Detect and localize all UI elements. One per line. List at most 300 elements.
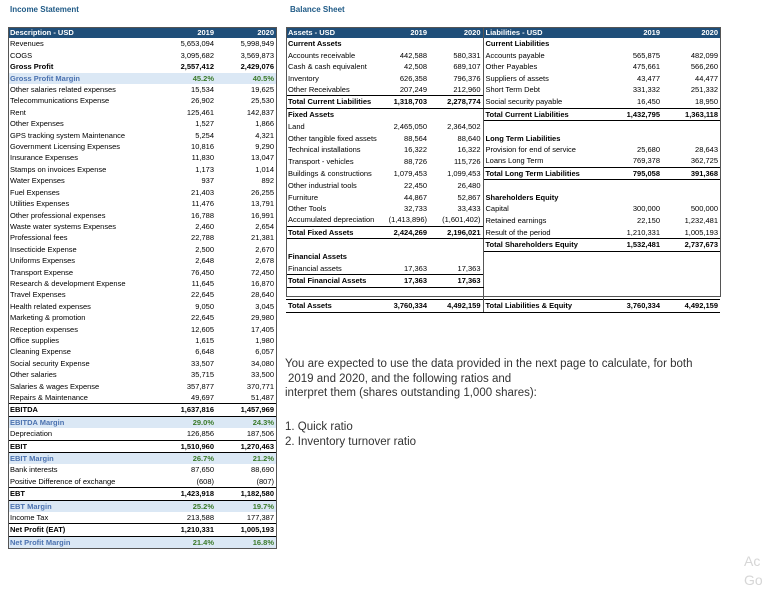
- liability-value-2019: 16,450: [637, 97, 660, 107]
- liability-value-2019: 3,760,334: [602, 300, 662, 312]
- income-value-2020: 370,771: [246, 381, 274, 391]
- liability-label: Social security payable: [485, 97, 563, 107]
- income-value-2020: 3,045: [255, 301, 274, 311]
- liability-value-2019: [602, 180, 662, 192]
- balance-row: [286, 155, 720, 167]
- income-row: [8, 524, 276, 536]
- asset-label: Accumulated depreciation: [288, 215, 375, 225]
- income-value-2020: 142,837: [246, 107, 274, 117]
- watermark-line-2: Go: [744, 572, 763, 588]
- liability-value-2020: 391,368: [662, 167, 720, 179]
- liability-label: Suppliers of assets: [485, 73, 549, 83]
- income-value-2019: 25.2%: [156, 500, 216, 512]
- income-row-label: Telecommunications Expense: [10, 96, 110, 106]
- income-value-2020: 1,182,580: [216, 488, 276, 500]
- income-value-2019: 2,557,412: [180, 62, 214, 72]
- income-value-2020: 21,381: [251, 233, 274, 243]
- income-row: [8, 440, 276, 452]
- asset-label: Financial Assets: [288, 252, 347, 262]
- asset-value-2020: 2,364,502: [429, 121, 483, 133]
- asset-value-2020: [429, 251, 483, 263]
- liability-value-2020: 2,737,673: [662, 239, 720, 251]
- income-row: [8, 95, 276, 106]
- income-row: [8, 198, 276, 209]
- balance-row: [286, 84, 720, 96]
- income-value-2020: 1,270,463: [216, 440, 276, 452]
- liability-value-2020: 44,477: [695, 73, 718, 83]
- income-row: [8, 301, 276, 312]
- balance-row: [286, 226, 720, 238]
- liability-value-2020: [662, 251, 720, 263]
- income-value-2019: 2,460: [195, 221, 214, 231]
- income-value-2019: 6,648: [195, 347, 214, 357]
- asset-label: Total Current Liabilities: [286, 96, 378, 108]
- income-value-2020: 24.3%: [216, 416, 276, 428]
- income-row: [8, 107, 276, 118]
- income-value-2019: 45.2%: [156, 73, 216, 84]
- liability-label: Capital: [485, 204, 509, 214]
- asset-value-2019: [378, 251, 429, 263]
- income-row-label: Office supplies: [10, 335, 60, 345]
- income-value-2019: 1,423,918: [156, 488, 216, 500]
- asset-value-2019: 207,249: [399, 85, 427, 95]
- income-value-2019: 26.7%: [156, 453, 216, 465]
- income-value-2019: 21.4%: [156, 536, 216, 548]
- income-value-2020: 19.7%: [216, 500, 276, 512]
- balance-row: [286, 38, 720, 49]
- asset-value-2020: [429, 239, 483, 251]
- income-row: [8, 416, 276, 428]
- ratio-item-inventory-turnover: 2. Inventory turnover ratio: [285, 435, 417, 448]
- income-value-2020: 34,080: [251, 358, 274, 368]
- income-row-label: Rent: [10, 107, 26, 117]
- balance-row: [286, 275, 720, 287]
- liability-value-2020: 482,099: [690, 50, 718, 60]
- liability-label: Short Term Debt: [485, 85, 540, 95]
- income-row: [8, 289, 276, 300]
- income-row-label: Cleaning Expense: [10, 347, 71, 357]
- asset-value-2020: 2,196,021: [429, 226, 483, 238]
- income-value-2020: 187,506: [246, 429, 274, 439]
- income-value-2020: 28,640: [251, 290, 274, 300]
- income-row-label: Professional fees: [10, 233, 68, 243]
- income-value-2020: 1,014: [255, 164, 274, 174]
- liability-value-2020: [662, 287, 720, 299]
- income-value-2020: 16,991: [251, 210, 274, 220]
- income-value-2019: 21,403: [191, 187, 214, 197]
- asset-value-2020: 2,278,774: [429, 96, 483, 108]
- income-row: [8, 278, 276, 289]
- asset-value-2019: 42,508: [404, 62, 427, 72]
- liability-label: Current Liabilities: [485, 39, 550, 49]
- income-statement-title: Income Statement: [10, 5, 79, 14]
- income-row-label: COGS: [10, 50, 33, 60]
- asset-label: Other Tools: [288, 204, 327, 214]
- assets-header-cell: 2020: [429, 27, 483, 38]
- asset-value-2019: 44,867: [404, 192, 427, 202]
- asset-value-2020: 33,433: [429, 203, 483, 214]
- liability-label: [483, 275, 602, 287]
- income-row-label: Research & development Expense: [10, 278, 126, 288]
- asset-label: Furniture: [288, 192, 319, 202]
- income-value-2019: 3,095,682: [180, 50, 214, 60]
- balance-header-row: [286, 27, 720, 38]
- income-value-2019: 5,653,094: [180, 39, 214, 49]
- ratio-list: [285, 420, 416, 449]
- asset-label: Total Assets: [286, 300, 378, 312]
- income-value-2019: 11,476: [191, 199, 214, 209]
- asset-value-2019: 17,363: [378, 275, 429, 287]
- balance-sheet-table: [286, 27, 720, 313]
- asset-value-2019: 32,733: [404, 204, 427, 214]
- asset-value-2019: [378, 287, 429, 299]
- asset-value-2020: 26,480: [429, 180, 483, 192]
- asset-label: Land: [288, 121, 305, 131]
- income-row: [8, 255, 276, 266]
- income-value-2020: 40.5%: [216, 73, 276, 84]
- liability-label: Shareholders Equity: [485, 192, 559, 202]
- liability-value-2019: [602, 133, 662, 144]
- liability-value-2019: [602, 38, 662, 49]
- income-row: [8, 346, 276, 357]
- asset-label: Technical installations: [288, 145, 361, 155]
- income-value-2019: 22,645: [191, 290, 214, 300]
- income-row-label: EBT: [8, 488, 156, 500]
- income-row-label: Positive Difference of exchange: [10, 476, 116, 486]
- income-value-2020: 88,690: [251, 465, 274, 475]
- income-statement-table: [8, 27, 276, 548]
- income-row: [8, 38, 276, 49]
- income-header-cell: Description - USD: [8, 27, 156, 38]
- liability-value-2019: [602, 263, 662, 275]
- asset-value-2019: (1,413,896): [388, 215, 427, 225]
- assets-header-cell: 2019: [378, 27, 429, 38]
- asset-value-2020: 796,376: [429, 73, 483, 84]
- liability-label: Provision for end of service: [485, 145, 576, 155]
- asset-value-2020: 689,107: [429, 61, 483, 72]
- income-row-label: Utilities Expenses: [10, 199, 70, 209]
- asset-label: Total Fixed Assets: [286, 226, 378, 238]
- asset-value-2019: 1,318,703: [378, 96, 429, 108]
- asset-value-2019: [378, 108, 429, 120]
- asset-value-2020: [429, 287, 483, 299]
- liability-value-2020: 500,000: [690, 204, 718, 214]
- income-value-2020: 33,500: [251, 370, 274, 380]
- income-row-label: Uniforms Expenses: [10, 256, 76, 266]
- asset-value-2020: [429, 108, 483, 120]
- income-row: [8, 187, 276, 198]
- income-row: [8, 267, 276, 278]
- income-row-label: Revenues: [10, 39, 44, 49]
- asset-value-2020: 17,363: [429, 263, 483, 275]
- income-value-2019: 22,645: [191, 313, 214, 323]
- income-value-2020: 1,980: [255, 335, 274, 345]
- liability-value-2019: [602, 287, 662, 299]
- asset-label: [286, 239, 378, 251]
- income-value-2020: 2,670: [255, 244, 274, 254]
- income-value-2020: 5,998,949: [240, 39, 274, 49]
- balance-row: [286, 96, 720, 108]
- income-row-label: Travel Expenses: [10, 290, 66, 300]
- balance-row: [286, 133, 720, 144]
- income-row: [8, 141, 276, 152]
- balance-row: [286, 263, 720, 275]
- income-value-2020: 25,530: [251, 96, 274, 106]
- income-row: [8, 84, 276, 95]
- liabilities-header-cell: Liabilities - USD: [483, 27, 602, 38]
- liability-value-2019: 1,532,481: [602, 239, 662, 251]
- income-row: [8, 512, 276, 524]
- income-row: [8, 324, 276, 335]
- asset-value-2019: 16,322: [404, 145, 427, 155]
- liability-value-2020: 566,260: [690, 62, 718, 72]
- liability-label: Result of the period: [485, 227, 551, 237]
- asset-value-2020: 1,099,453: [429, 167, 483, 179]
- liability-value-2019: 22,150: [637, 215, 660, 225]
- balance-row: [286, 287, 720, 299]
- income-value-2020: 2,429,076: [240, 62, 274, 72]
- income-row-label: Bank interests: [10, 465, 58, 475]
- income-value-2019: 22,788: [191, 233, 214, 243]
- income-row-label: Gross Profit Margin: [8, 73, 156, 84]
- liability-label: [483, 263, 602, 275]
- asset-value-2020: 212,960: [429, 84, 483, 96]
- liability-label: Total Shareholders Equity: [483, 239, 602, 251]
- income-value-2019: 125,461: [186, 107, 214, 117]
- balance-row: [286, 203, 720, 214]
- balance-row: [286, 239, 720, 251]
- liability-value-2019: [602, 275, 662, 287]
- asset-value-2019: 442,588: [399, 50, 427, 60]
- liability-label: Other Payables: [485, 62, 538, 72]
- income-value-2019: 35,715: [191, 370, 214, 380]
- income-value-2020: 29,980: [251, 313, 274, 323]
- income-header-cell: 2019: [156, 27, 216, 38]
- liability-value-2019: 475,661: [632, 62, 660, 72]
- liability-value-2019: 1,210,331: [626, 227, 660, 237]
- income-value-2019: 12,605: [191, 324, 214, 334]
- liability-label: [483, 121, 602, 133]
- income-value-2020: 2,654: [255, 221, 274, 231]
- income-value-2019: 2,500: [195, 244, 214, 254]
- liability-value-2019: 25,680: [637, 145, 660, 155]
- income-row-label: EBIT Margin: [8, 453, 156, 465]
- liability-label: Retained earnings: [485, 215, 547, 225]
- asset-label: Financial assets: [288, 264, 342, 274]
- income-value-2019: 49,697: [191, 393, 214, 402]
- liability-value-2020: [662, 192, 720, 203]
- income-row-label: Health related expenses: [10, 301, 91, 311]
- liabilities-header-cell: 2019: [602, 27, 662, 38]
- income-row-label: Insurance Expenses: [10, 153, 78, 163]
- income-value-2020: 6,057: [255, 347, 274, 357]
- liabilities-header-cell: 2020: [662, 27, 720, 38]
- asset-label: Other tangible fixed assets: [288, 133, 377, 143]
- balance-row: [286, 192, 720, 203]
- income-row-label: EBIT: [8, 440, 156, 452]
- income-row-label: Depreciation: [10, 429, 53, 439]
- liability-value-2020: [662, 38, 720, 49]
- income-value-2019: 1,615: [195, 335, 214, 345]
- liability-value-2019: 1,432,795: [602, 108, 662, 120]
- income-row: [8, 369, 276, 380]
- income-row: [8, 488, 276, 500]
- income-value-2020: 1,866: [255, 119, 274, 129]
- income-row-label: GPS tracking system Maintenance: [10, 130, 126, 140]
- watermark-line-1: Ac: [744, 553, 761, 569]
- instructions-line-2: 2019 and 2020, and the following ratios and: [288, 372, 512, 385]
- income-value-2019: 9,050: [195, 301, 214, 311]
- income-value-2019: 357,877: [186, 381, 214, 391]
- liability-label: Total Liabilities & Equity: [483, 300, 602, 312]
- liability-value-2019: 43,477: [637, 73, 660, 83]
- income-row-label: Transport Expense: [10, 267, 74, 277]
- income-value-2020: 19,625: [251, 85, 274, 95]
- income-row-label: Other salaries related expenses: [10, 85, 116, 95]
- income-value-2019: 213,588: [186, 513, 214, 523]
- income-value-2020: 72,450: [251, 267, 274, 277]
- income-value-2019: 26,902: [191, 96, 214, 106]
- asset-value-2020: 16,322: [429, 144, 483, 155]
- income-row-label: Waste water systems Expenses: [10, 221, 117, 231]
- income-value-2019: 33,507: [191, 358, 214, 368]
- income-value-2020: 13,047: [251, 153, 274, 163]
- assets-header-cell: Assets - USD: [286, 27, 378, 38]
- asset-label: Current Assets: [288, 39, 342, 49]
- balance-row: [286, 251, 720, 263]
- asset-value-2019: [378, 38, 429, 49]
- income-value-2020: 51,487: [251, 393, 274, 402]
- liability-label: Long Term Liabilities: [485, 133, 561, 143]
- income-value-2019: 937: [201, 176, 214, 186]
- income-value-2020: 1,005,193: [216, 524, 276, 536]
- liability-value-2020: 251,332: [690, 85, 718, 95]
- income-row-label: Water Expenses: [10, 176, 65, 186]
- income-row: [8, 464, 276, 475]
- balance-sheet-title: Balance Sheet: [290, 5, 345, 14]
- balance-row: [286, 121, 720, 133]
- income-row-label: Other salaries: [10, 370, 57, 380]
- income-row-label: EBITDA: [8, 404, 156, 416]
- instructions-line-3: interpret them (shares outstanding 1,000 shares):: [285, 387, 537, 399]
- income-value-2019: 29.0%: [156, 416, 216, 428]
- income-row: [8, 118, 276, 129]
- liability-value-2019: 769,378: [632, 156, 660, 166]
- income-header-row: [8, 27, 276, 38]
- asset-label: Inventory: [288, 73, 319, 83]
- income-row: [8, 152, 276, 163]
- income-row-label: Net Profit Margin: [8, 536, 156, 548]
- asset-value-2019: [378, 239, 429, 251]
- income-value-2020: 2,678: [255, 256, 274, 266]
- asset-value-2019: 626,358: [399, 73, 427, 83]
- income-row: [8, 130, 276, 141]
- income-value-2019: 16,788: [191, 210, 214, 220]
- asset-label: Other Receivables: [288, 85, 350, 95]
- liability-value-2019: [602, 192, 662, 203]
- income-row-label: Insecticide Expense: [10, 244, 77, 254]
- asset-label: Transport - vehicles: [288, 156, 354, 166]
- income-value-2019: 1,637,816: [156, 404, 216, 416]
- asset-value-2020: 88,640: [429, 133, 483, 144]
- asset-value-2020: (1,601,402): [429, 214, 483, 226]
- income-value-2020: 9,290: [255, 142, 274, 152]
- income-value-2020: 21.2%: [216, 453, 276, 465]
- income-value-2020: 17,405: [251, 324, 274, 334]
- asset-value-2019: 2,465,050: [393, 121, 427, 131]
- income-value-2020: 177,387: [246, 513, 274, 523]
- balance-row: [286, 50, 720, 61]
- balance-row: [286, 144, 720, 155]
- income-row: [8, 50, 276, 61]
- income-row: [8, 381, 276, 392]
- liability-value-2019: [602, 121, 662, 133]
- liability-value-2019: 795,058: [602, 167, 662, 179]
- liability-label: Total Current Liabilities: [483, 108, 602, 120]
- liability-value-2019: 331,332: [632, 85, 660, 95]
- liability-value-2019: 300,000: [632, 204, 660, 214]
- income-row: [8, 73, 276, 84]
- income-value-2019: 126,856: [186, 429, 214, 439]
- income-value-2020: (807): [256, 476, 274, 486]
- instructions-line-1: You are expected to use the data provided in the next page to calculate, for both: [285, 358, 693, 370]
- asset-label: Total Financial Assets: [286, 275, 378, 287]
- liability-value-2020: 1,363,118: [662, 108, 720, 120]
- income-value-2019: (608): [196, 476, 214, 486]
- liability-value-2020: 18,950: [695, 97, 718, 107]
- income-row: [8, 453, 276, 465]
- asset-value-2020: 115,726: [429, 155, 483, 167]
- liability-label: Loans Long Term: [485, 156, 544, 166]
- asset-label: Accounts receivable: [288, 50, 356, 60]
- income-row-label: Repairs & Maintenance: [10, 393, 88, 402]
- income-row: [8, 428, 276, 440]
- balance-row: [286, 167, 720, 179]
- income-value-2019: 76,450: [191, 267, 214, 277]
- liability-value-2019: 565,875: [632, 50, 660, 60]
- income-value-2019: 11,645: [191, 278, 214, 288]
- balance-row: [286, 108, 720, 120]
- balance-row: [286, 214, 720, 226]
- liability-label: [483, 251, 602, 263]
- asset-value-2019: 2,424,269: [378, 226, 429, 238]
- asset-value-2020: 17,363: [429, 275, 483, 287]
- liability-value-2020: 1,232,481: [684, 215, 718, 225]
- income-value-2020: 16.8%: [216, 536, 276, 548]
- income-row-label: Income Tax: [10, 513, 49, 523]
- instructions-text: [285, 357, 692, 401]
- income-row: [8, 61, 276, 72]
- balance-row: [286, 61, 720, 72]
- income-row-label: Social security Expense: [10, 358, 90, 368]
- asset-value-2020: 4,492,159: [429, 300, 483, 312]
- asset-value-2019: 22,450: [404, 181, 427, 190]
- income-row: [8, 175, 276, 186]
- income-value-2019: 11,830: [191, 153, 214, 163]
- income-row: [8, 335, 276, 346]
- income-value-2019: 1,173: [195, 164, 214, 174]
- income-row: [8, 392, 276, 404]
- income-value-2020: 4,321: [255, 130, 274, 140]
- liability-value-2020: 362,725: [690, 156, 718, 166]
- income-value-2020: 13,791: [251, 199, 274, 209]
- income-value-2020: 892: [261, 176, 274, 186]
- liability-value-2020: [662, 180, 720, 192]
- asset-value-2020: 52,867: [429, 192, 483, 203]
- liability-value-2020: 4,492,159: [662, 300, 720, 312]
- income-row-label: Marketing & promotion: [10, 313, 86, 323]
- income-row: [8, 221, 276, 232]
